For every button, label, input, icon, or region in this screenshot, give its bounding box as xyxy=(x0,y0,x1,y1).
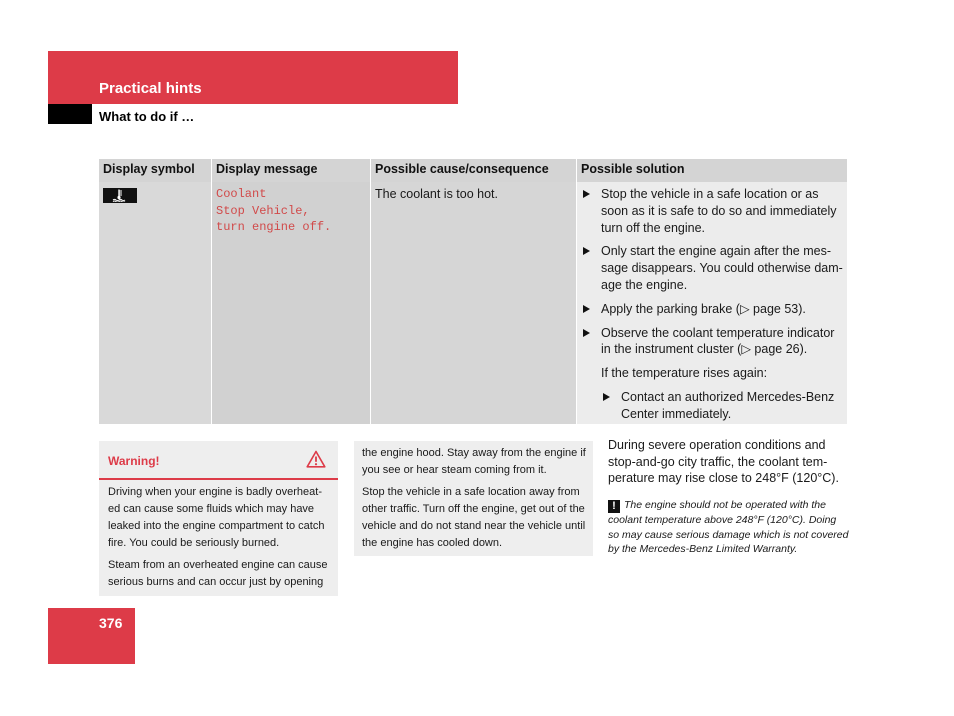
message-cell xyxy=(211,182,370,424)
warning-paragraph: Driving when your engine is badly overheat-ed can cause some fluids which may have leaked into the engine compartment to catch fire. You could be seriously burned. xyxy=(108,486,325,549)
coolant-temperature-icon xyxy=(103,188,137,203)
table-header xyxy=(99,159,847,182)
condition-text: If the temperature rises again: xyxy=(601,366,768,381)
bullet-arrow-icon xyxy=(583,190,590,198)
warning-box xyxy=(99,441,338,596)
warning-header xyxy=(99,441,338,480)
message-line: Stop Vehicle, xyxy=(216,203,310,218)
column-header-symbol: Display symbol xyxy=(103,162,195,176)
caution-note-text: The engine should not be operated with the coolant temperature above 248°F (120°C). Doing so may cause serious damage which is not covered by the Mercedes-Benz Limited Warranty. xyxy=(608,499,849,556)
body-paragraph: During severe operation conditions and stop-and-go city traffic, the coolant tem-perature may rise close to 248°F (120°C). xyxy=(608,438,839,485)
warning-paragraph: the engine hood. Stay away from the engine if you see or hear steam coming from it. xyxy=(362,447,586,476)
display-message-table xyxy=(99,159,847,424)
solution-item xyxy=(581,325,847,359)
subsection-title: What to do if … xyxy=(99,109,195,124)
cause-text: The coolant is too hot. xyxy=(375,187,498,201)
bullet-arrow-icon xyxy=(583,329,590,337)
exclamation-icon: ! xyxy=(608,500,620,513)
sub-solution-text: Contact an authorized Mercedes-Benz Center immediately. xyxy=(621,389,835,421)
warning-paragraph: Stop the vehicle in a safe location away from other traffic. Turn off the engine, get out of the vehicle and do not stand near the vehicle until the engine has cooled down. xyxy=(362,486,586,549)
solution-item xyxy=(581,186,847,236)
warning-paragraph: Steam from an overheated engine can cause serious burns and can occur just by opening xyxy=(108,559,328,588)
solution-cell xyxy=(576,182,847,424)
bullet-arrow-icon xyxy=(603,393,610,401)
column-header-message: Display message xyxy=(211,159,370,182)
column-header-solution: Possible solution xyxy=(576,159,847,182)
solution-text: Apply the parking brake (▷ page 53). xyxy=(601,301,806,316)
solution-text: Observe the coolant temperature indicator in the instrument cluster (▷ page 26). xyxy=(601,325,835,357)
cause-cell xyxy=(370,182,576,424)
warning-triangle-icon xyxy=(306,450,326,473)
solution-item xyxy=(581,243,847,293)
symbol-cell xyxy=(99,182,211,424)
warning-title: Warning! xyxy=(108,454,160,468)
solution-item xyxy=(581,301,847,318)
subsection-marker xyxy=(48,104,92,124)
table-row xyxy=(99,182,847,424)
caution-note xyxy=(608,498,850,557)
bullet-arrow-icon xyxy=(583,305,590,313)
solution-text: Only start the engine again after the mes-sage disappears. You could otherwise dam-age the engine. xyxy=(601,244,843,292)
section-title: Practical hints xyxy=(99,80,202,97)
solution-text: Stop the vehicle in a safe location or as soon as it is safe to do so and immediately turn off the engine. xyxy=(601,187,837,235)
warning-continuation-box xyxy=(354,441,593,556)
sub-solution-item xyxy=(581,389,847,423)
bullet-arrow-icon xyxy=(583,247,590,255)
column-header-cause: Possible cause/consequence xyxy=(370,159,576,182)
message-line: Coolant xyxy=(216,187,267,201)
message-line: turn engine off. xyxy=(216,220,332,234)
page-number: 376 xyxy=(99,615,123,631)
warning-body xyxy=(99,480,338,591)
